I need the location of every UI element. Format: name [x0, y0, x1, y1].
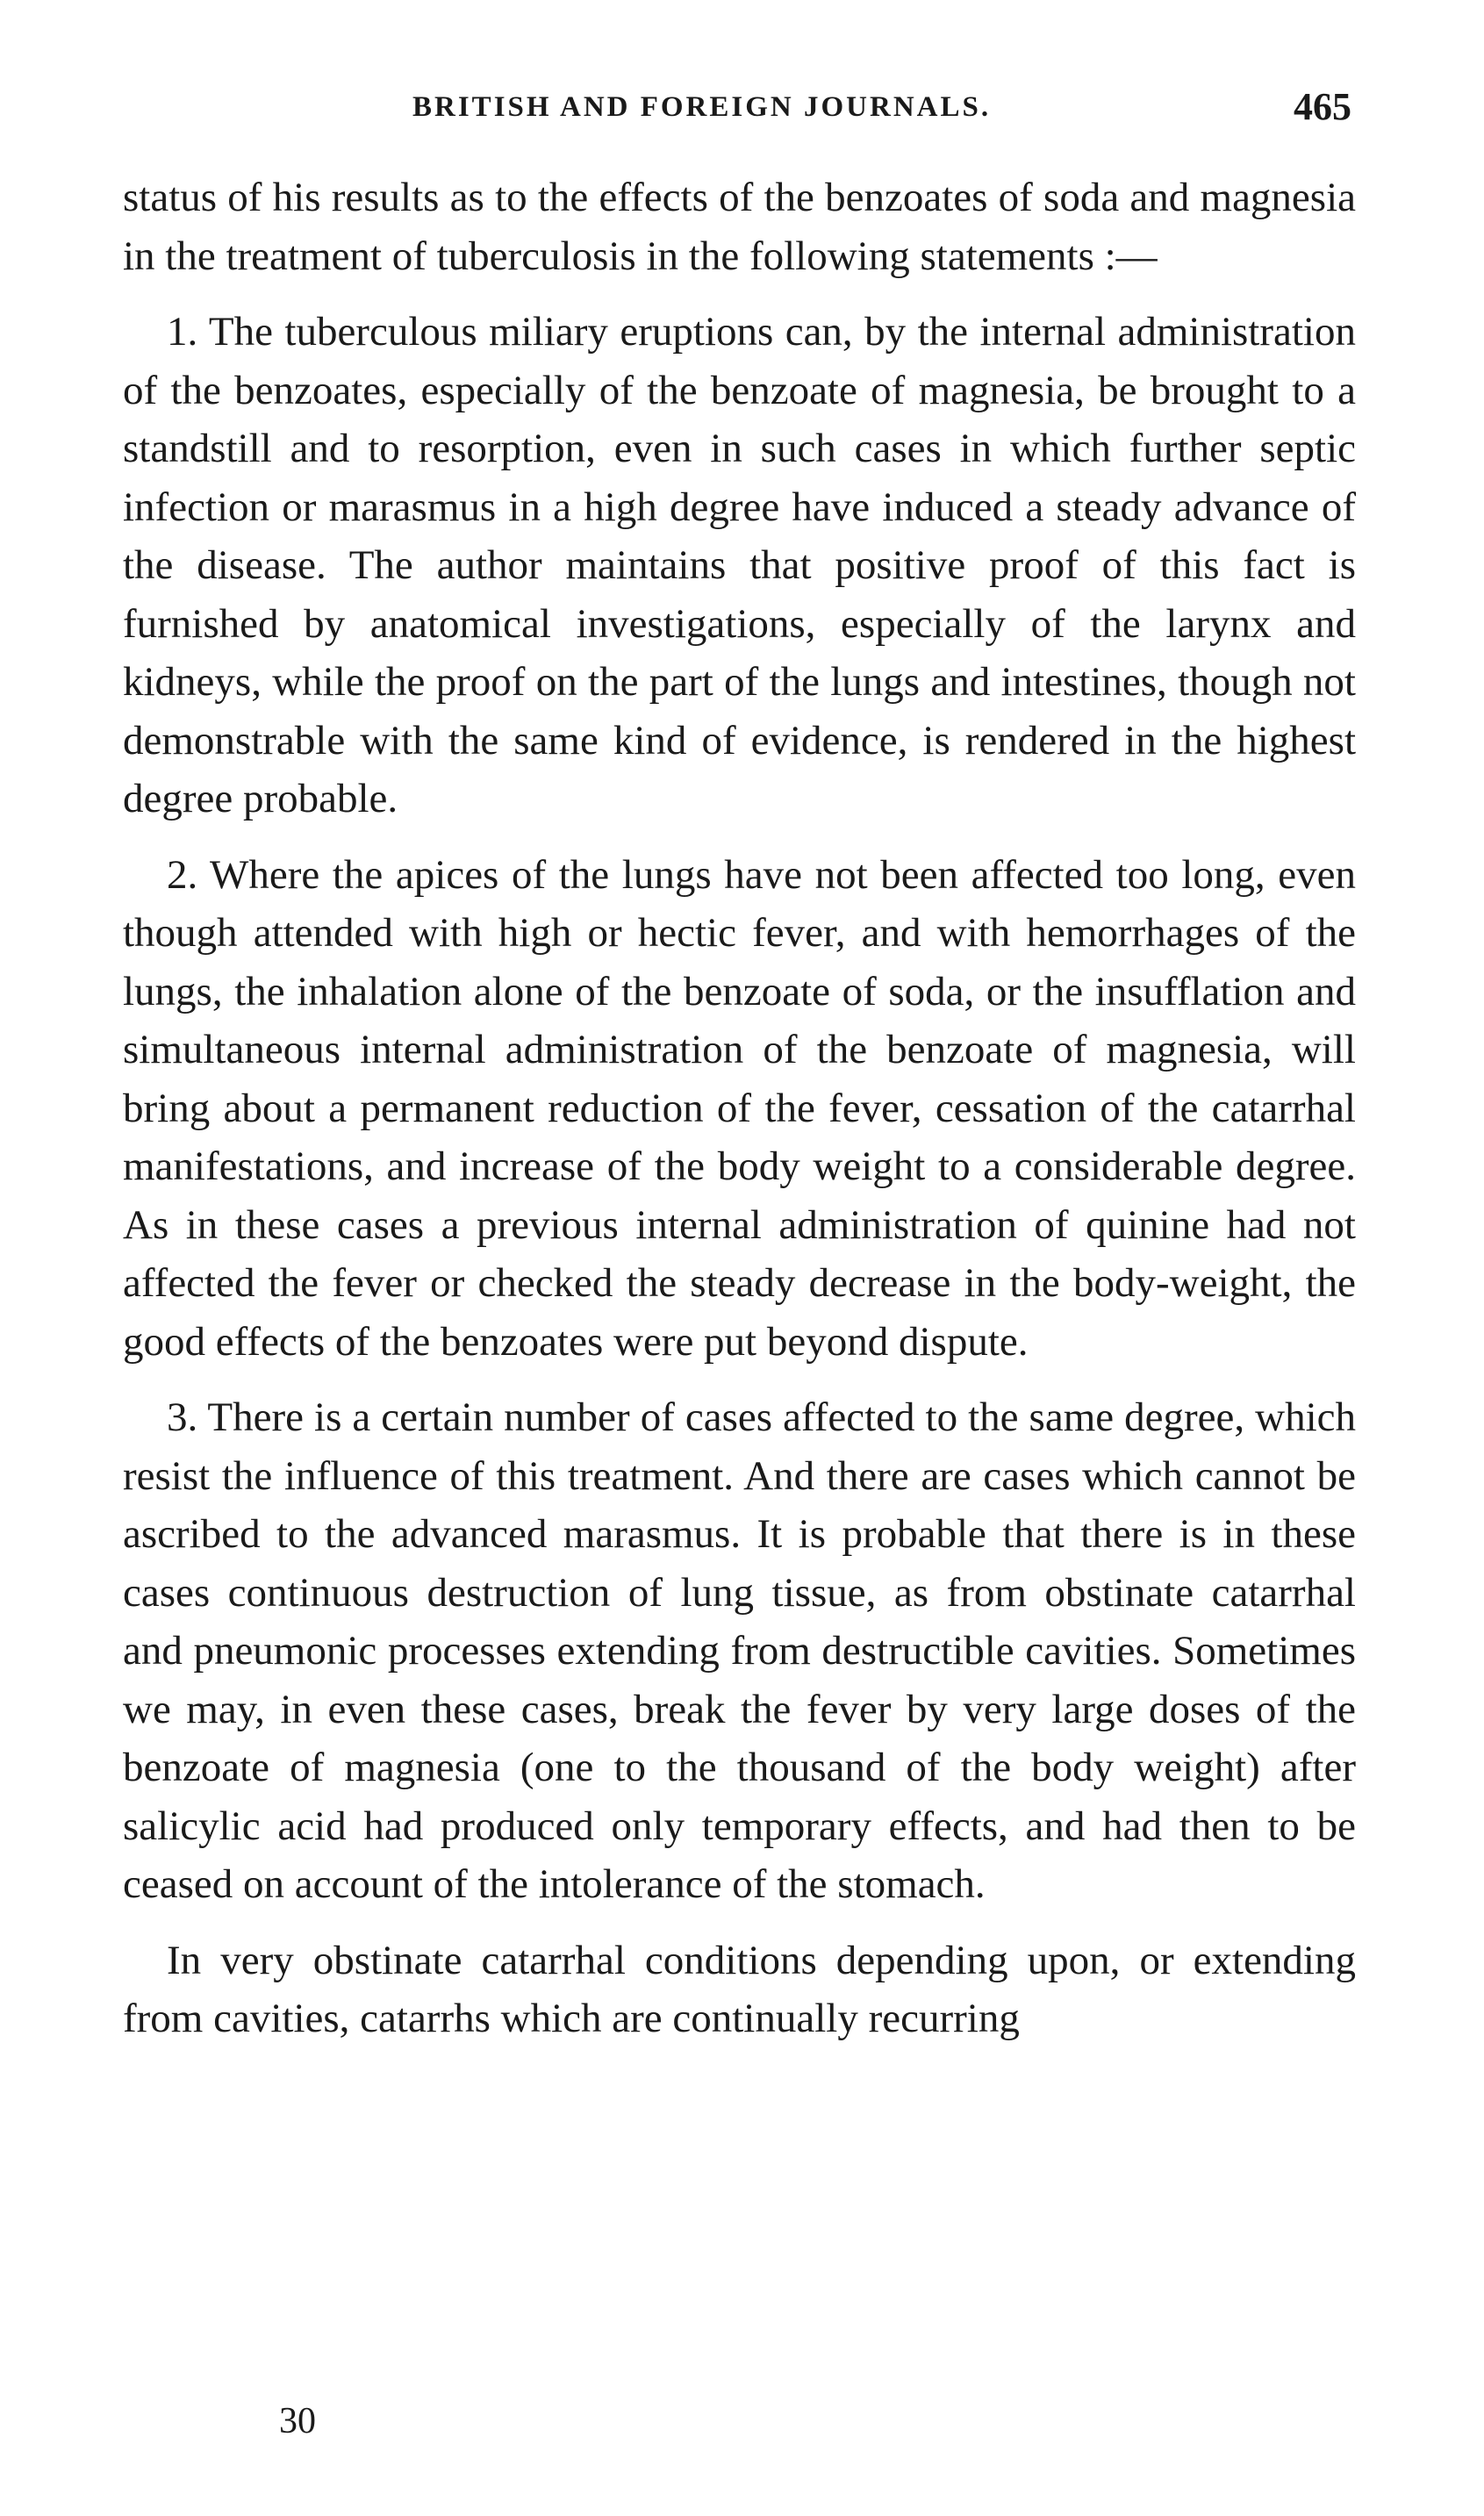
paragraph-point-3: 3. There is a certain number of cases affected to the same degree, which resist the influence of this treatment. And there are cases which cannot be ascribed to the advanced marasmus. It is probable that there is in these cases continuous destruction of lung tissue, as from obstinate catarrhal and pneumonic processes extending from destructible cavities. Sometimes we may, in even these cases, break the fever by very large doses of the benzoate of magnesia (one to the thousand of the body weight) after salicylic acid had produced only temporary effects, and had then to be ceased on account of the intolerance of the stomach.	[123, 1394, 1356, 1907]
page-number: 465	[1294, 85, 1351, 128]
body-text	[123, 168, 1356, 2066]
running-title: BRITISH AND FOREIGN JOURNALS.	[412, 91, 992, 123]
paragraph-point-1: 1. The tuberculous miliary eruptions can, by the internal administration of the benzoates, especially of the benzoate of magnesia, be brought to a standstill and to resorption, even in such cases in which further septic infection or marasmus in a high degree have induced a steady advance of the disease. The author maintains that positive proof of this fact is furnished by anatomical investigations, especially of the larynx and kidneys, while the proof on the part of the lungs and intestines, though not demonstrable with the same kind of evidence, is rendered in the highest degree probable.	[123, 309, 1356, 821]
running-head	[123, 84, 1351, 137]
paragraph-point-2: 2. Where the apices of the lungs have not been affected too long, even though attended with high or hectic fever, and with hemorrhages of the lungs, the inhalation alone of the benzoate of soda, or the insufflation and simultaneous internal administration of the benzoate of magnesia, will bring about a permanent reduction of the fever, cessation of the catarrhal manifestations, and increase of the body weight to a considerable degree. As in these cases a previous internal administration of quinine had not affected the fever or checked the steady decrease in the body-weight, the good effects of the benzoates were put beyond dispute.	[123, 851, 1356, 1365]
paragraph-intro: status of his results as to the effects of the benzoates of soda and magnesia in the treatment of tuberculosis in the following statements :—	[123, 175, 1356, 279]
signature-mark: 30	[279, 2401, 316, 2441]
paragraph-continuation: In very obstinate catarrhal conditions depending upon, or extending from cavities, catarrhs which are continually recurring	[123, 1937, 1356, 2041]
